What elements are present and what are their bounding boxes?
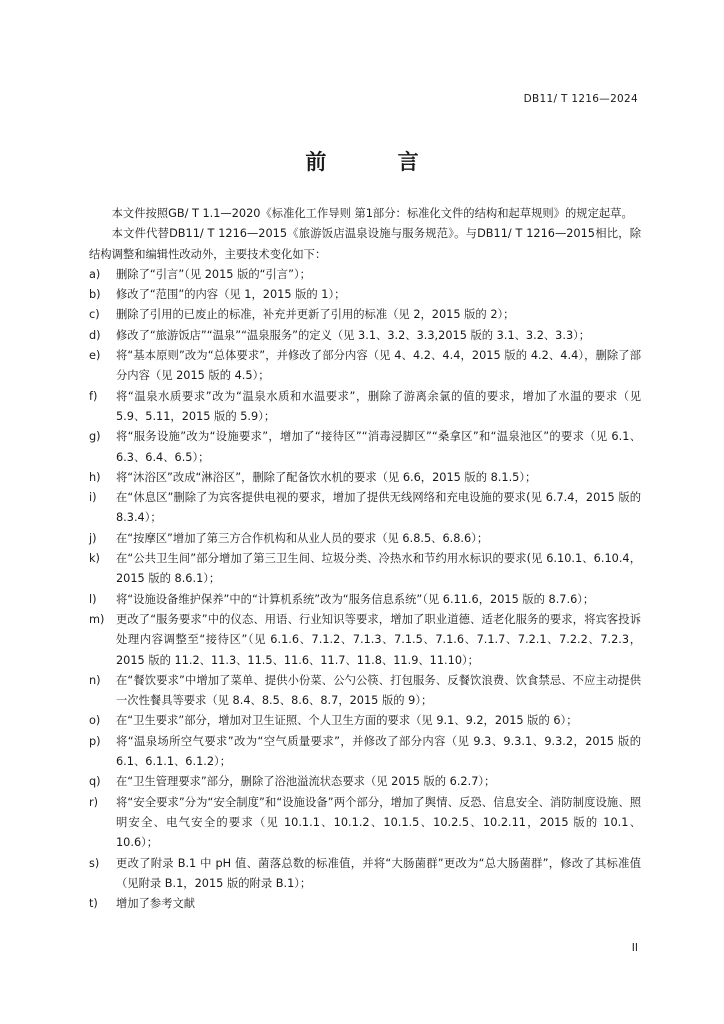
list-item-label: k)	[89, 552, 100, 566]
list-item	[89, 610, 641, 671]
list-item	[89, 671, 641, 712]
foreword-body	[89, 204, 641, 914]
list-item-label: d)	[89, 328, 101, 342]
list-item-text: 在“卫生管理要求”部分，删除了浴池溢流状态要求（见 2015 版的 6.2.7）；	[116, 775, 496, 789]
list-item-label: s)	[89, 856, 100, 870]
list-item-label: h)	[89, 470, 101, 484]
list-item	[89, 305, 641, 325]
list-item-text: 更改了“服务要求”中的仪态、用语、行业知识等要求，增加了职业道德、适老化服务的要求，将宾客投诉处理内容调整至“接待区”（见 6.1.6、7.1.2、7.1.3、7.1.5、7.1.6、7.1.7、7.2.1、7.2.2、7.2.3，2015 版的 11.2、11.3、11.5、11.6、11.7、11.8、11.9、11.10）；	[116, 612, 641, 667]
list-item	[89, 529, 641, 549]
list-item-text: 删除了“引言”（见 2015 版的“引言”）；	[116, 267, 311, 281]
list-item-label: c)	[89, 308, 100, 322]
list-item-text: 修改了“旅游饭店”“温泉”“温泉服务”的定义（见 3.1、3.2、3.3,2015 版的 3.1、3.2、3.3）；	[116, 328, 591, 342]
list-item-label: l)	[89, 592, 97, 606]
list-item	[89, 711, 641, 731]
list-item	[89, 732, 641, 773]
list-item	[89, 894, 641, 914]
list-item	[89, 326, 641, 346]
list-item-label: m)	[89, 612, 105, 626]
page-number: II	[631, 942, 638, 954]
list-item-text: 将“温泉水质要求”改为“温泉水质和水温要求”，删除了游离余氯的值的要求，增加了水温的要求（见 5.9、5.11，2015 版的 5.9）；	[116, 389, 641, 423]
list-item-label: p)	[89, 734, 101, 748]
list-item-label: n)	[89, 673, 101, 687]
list-item-text: 将“安全要求”分为“安全制度”和“设施设备”两个部分，增加了舆情、反恐、信息安全、消防制度设施、照明安全、电气安全的要求（见 10.1.1、10.1.2、10.1.5、10.2.5、10.2.11，2015 版的 10.1、10.6）；	[116, 795, 641, 850]
page-title: 前 言	[305, 150, 451, 174]
list-item	[89, 265, 641, 285]
document-code: DB11/ T 1216—2024	[523, 93, 638, 105]
list-item-text: 更改了附录 B.1 中 pH 值、菌落总数的标准值，并将“大肠菌群”更改为“总大肠菌群”，修改了其标准值（见附录 B.1，2015 版的附录 B.1）；	[116, 856, 641, 890]
list-item-text: 将“温泉场所空气要求”改为“空气质量要求”，并修改了部分内容（见 9.3、9.3.1、9.3.2，2015 版的 6.1、6.1.1、6.1.2）；	[116, 734, 641, 769]
list-item	[89, 590, 641, 610]
list-item	[89, 427, 641, 468]
list-item-label: r)	[89, 795, 99, 809]
list-item-text: 在“按摩区”增加了第三方合作机构和从业人员的要求（见 6.8.5、6.8.6）；	[116, 531, 489, 545]
list-item-text: 修改了“范围”的内容（见 1，2015 版的 1）；	[116, 288, 346, 302]
list-item-text: 在“卫生要求”部分，增加对卫生证照、个人卫生方面的要求（见 9.1、9.2，2015 版的 6）；	[116, 714, 578, 728]
list-item	[89, 549, 641, 590]
list-item-text: 删除了引用的已废止的标准，补充并更新了引用的标准（见 2，2015 版的 2）；	[116, 308, 515, 322]
list-item-label: q)	[89, 775, 101, 789]
list-item-label: e)	[89, 349, 101, 363]
list-item-text: 将“设施设备维护保养”中的“计算机系统”改为“服务信息系统”（见 6.11.6，2015 版的 8.7.6）；	[116, 592, 595, 606]
list-item	[89, 285, 641, 305]
list-item-text: 将“沐浴区”改成“淋浴区”，删除了配备饮水机的要求（见 6.6，2015 版的 8.1.5）；	[116, 470, 537, 484]
paragraph: 本文件代替DB11/ T 1216—2015《旅游饭店温泉设施与服务规范》。与DB11/ T 1216—2015相比，除结构调整和编辑性改动外，主要技术变化如下：	[89, 227, 641, 261]
list-item-label: i)	[89, 491, 97, 505]
list-item-text: 在“公共卫生间”部分增加了第三卫生间、垃圾分类、冷热水和节约用水标识的要求(见 6.10.1、6.10.4，2015 版的 8.6.1）；	[116, 552, 641, 586]
list-item-text: 在“休息区”删除了为宾客提供电视的要求，增加了提供无线网络和充电设施的要求(见 6.7.4，2015 版的 8.3.4）；	[116, 491, 641, 525]
list-item-label: g)	[89, 430, 101, 444]
list-item-label: j)	[89, 531, 97, 545]
paragraph: 本文件按照GB/ T 1.1—2020《标准化工作导则 第1部分：标准化文件的结构和起草规则》的规定起草。	[111, 207, 633, 220]
list-item-label: o)	[89, 714, 101, 728]
list-item	[89, 468, 641, 488]
list-item-label: t)	[89, 897, 98, 911]
list-item-label: f)	[89, 389, 98, 403]
list-item-text: 将“服务设施”改为“设施要求”，增加了“接待区”“消毒浸脚区”“桑拿区”和“温泉池区”的要求（见 6.1、6.3、6.4、6.5）；	[116, 430, 641, 464]
list-item-text: 将“基本原则”改为“总体要求”，并修改了部分内容（见 4、4.2、4.4，2015 版的 4.2、4.4），删除了部分内容（见 2015 版的 4.5）；	[116, 349, 641, 383]
list-item-text: 在“餐饮要求”中增加了菜单、提供小份菜、公勺公筷、打包服务、反餐饮浪费、饮食禁忌、不应主动提供一次性餐具等要求（见 8.4、8.5、8.6、8.7，2015 版的 9）；	[116, 673, 641, 708]
list-item	[89, 346, 641, 387]
list-item	[89, 793, 641, 854]
list-item-label: b)	[89, 288, 101, 302]
list-item	[89, 772, 641, 792]
list-item	[89, 854, 641, 895]
list-item	[89, 488, 641, 529]
list-item-text: 增加了参考文献	[116, 897, 196, 911]
list-item	[89, 387, 641, 428]
list-item-label: a)	[89, 267, 101, 281]
